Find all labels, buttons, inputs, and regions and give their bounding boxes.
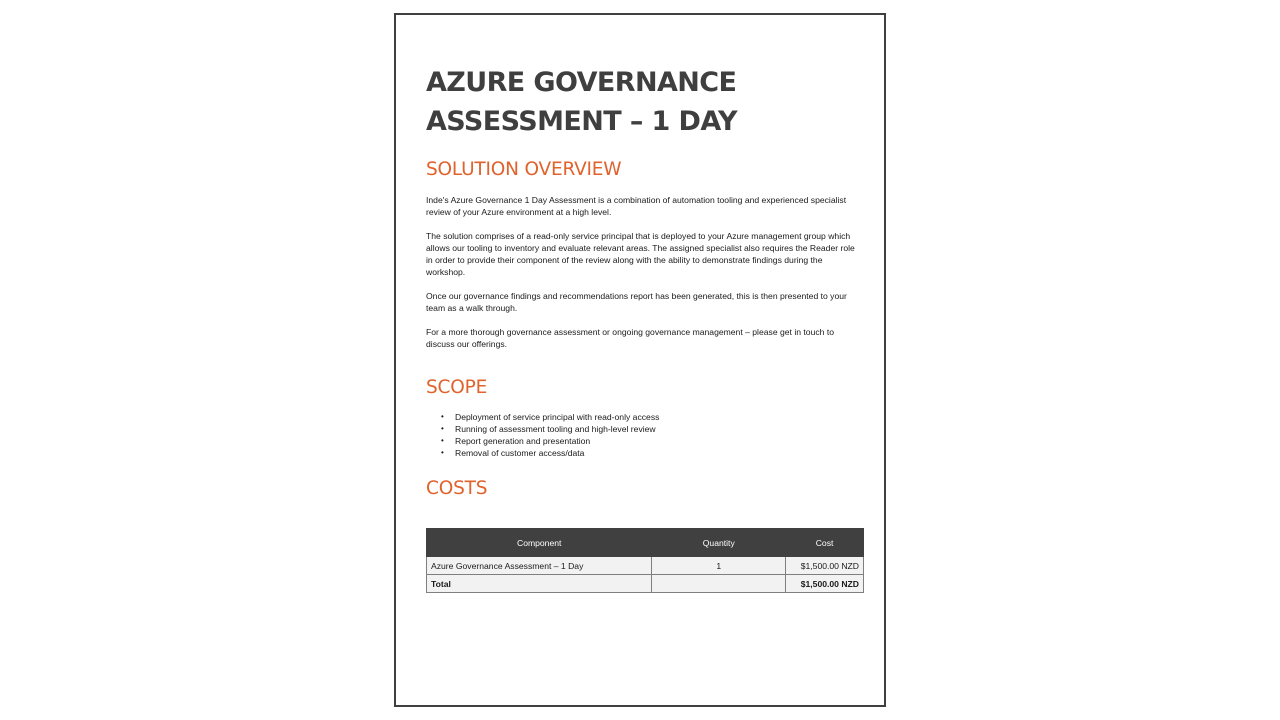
- overview-paragraph-1: Inde's Azure Governance 1 Day Assessment is a combination of automation tooling and experienced specialist review of your Azure environment at a high level.: [426, 195, 847, 217]
- scope-item-text: Removal of customer access/data: [455, 448, 585, 458]
- solution-overview-heading: SOLUTION OVERVIEW: [426, 159, 622, 180]
- table-header-row: [427, 529, 864, 557]
- bullet-icon: •: [441, 448, 444, 457]
- bullet-icon: •: [441, 436, 444, 445]
- title-line-2: ASSESSMENT – 1 DAY: [426, 106, 737, 137]
- scope-heading: SCOPE: [426, 377, 488, 398]
- cell-total-cost: $1,500.00 NZD: [786, 575, 864, 593]
- scope-item-text: Deployment of service principal with read-only access: [455, 412, 660, 422]
- bullet-icon: •: [441, 412, 444, 421]
- overview-paragraph-4: For a more thorough governance assessment or ongoing governance management – please get in touch to discuss our offerings.: [426, 327, 834, 349]
- cell-cost: $1,500.00 NZD: [786, 557, 864, 575]
- costs-heading: COSTS: [426, 478, 488, 499]
- cell-total-label: Total: [427, 575, 652, 593]
- document-content: [426, 63, 862, 593]
- page-title: [426, 63, 862, 141]
- overview-paragraph-2: The solution comprises of a read-only service principal that is deployed to your Azure management group which allows our tooling to inventory and evaluate relevant areas. The assigned specialist also requires the Reader role in order to provide their component of the review along with the ability to demonstrate findings during the workshop.: [426, 231, 855, 277]
- scope-item-text: Running of assessment tooling and high-level review: [455, 424, 656, 434]
- scope-item: [441, 411, 862, 423]
- cell-component: Azure Governance Assessment – 1 Day: [427, 557, 652, 575]
- cell-total-quantity: [652, 575, 786, 593]
- title-line-1: AZURE GOVERNANCE: [426, 67, 737, 98]
- document-page: [394, 13, 886, 707]
- cell-quantity: 1: [652, 557, 786, 575]
- scope-item: [441, 423, 862, 435]
- costs-table: [426, 528, 864, 593]
- scope-item-text: Report generation and presentation: [455, 436, 591, 446]
- table-row: [427, 557, 864, 575]
- scope-item: [441, 435, 862, 447]
- column-header-quantity: Quantity: [652, 529, 786, 557]
- scope-item: [441, 447, 862, 459]
- scope-list: [426, 411, 862, 459]
- column-header-component: Component: [427, 529, 652, 557]
- column-header-cost: Cost: [786, 529, 864, 557]
- overview-paragraph-3: Once our governance findings and recommendations report has been generated, this is then presented to your team as a walk through.: [426, 291, 847, 313]
- table-total-row: [427, 575, 864, 593]
- bullet-icon: •: [441, 424, 444, 433]
